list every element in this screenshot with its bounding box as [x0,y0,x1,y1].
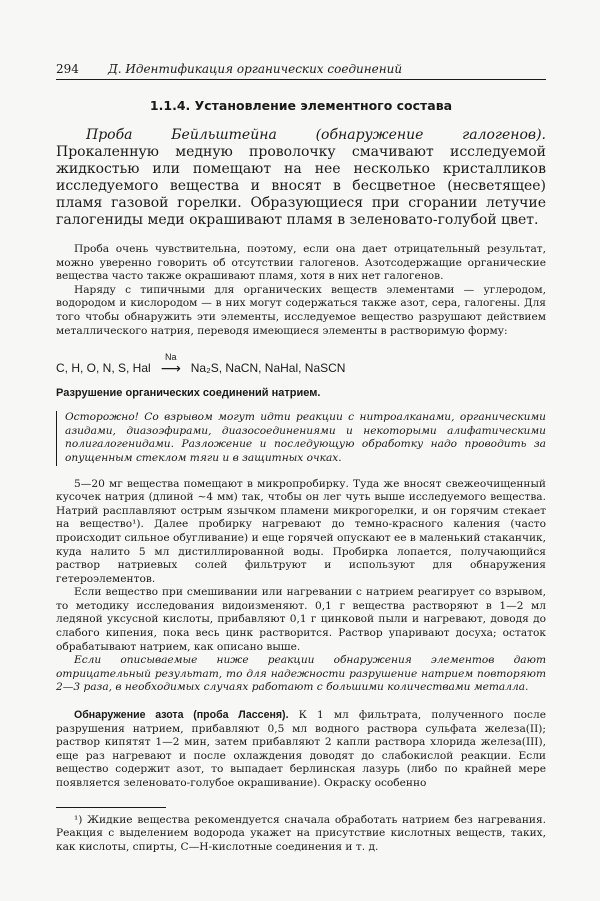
running-head [56,62,546,80]
formula-products: Na₂S, NaCN, NaHal, NaSCN [190,361,346,376]
lead-paragraph [56,127,546,229]
reaction-arrow [161,352,181,375]
footnote-rule [56,807,166,808]
paragraph-repeat: Если описываемые ниже реакции обнаружения элементов дают отрицательный результат, то для надежности разрушение натрием повторяют 2—3 раза, в необходимых случаях работают с большими количествами металла. [56,654,546,694]
subhead-sodium-decomposition: Разрушение органических соединений натрием. [56,387,321,400]
arrow-reagent: Na [164,352,177,363]
nitrogen-text: К 1 мл фильтрата, полученного после разрушения натрием, прибавляют 0,5 мл водного раствора сульфата железа(II); раствор кипятят 1—2 мин, затем прибавляют 2 капли раствора хлорида железа(III), еще раз нагревают и после охлаждения доводят до слабокислой реакции. Если вещество содержит азот, то выпадает берлинская лазурь (либо по крайней мере появляется зеленовато-голубое окрашивание). Окраску особенно [56,709,546,789]
reaction-formula [56,352,546,375]
paragraph-elements: Наряду с типичными для органических веществ элементами — углеродом, водородом и кислородом — в них могут содержаться также азот, сера, галогены. Для того чтобы обнаружить эти элементы, исследуемое вещество разрушают действием металлического натрия, переводя имеющиеся элементы в растворимую форму: [56,283,546,337]
running-title: Д. Идентификация органических соединений [108,62,403,76]
nitrogen-heading: Обнаружение азота (проба Лассеня). [74,709,289,722]
paragraph-sensitivity: Проба очень чувствительна, поэтому, если она дает отрицательный результат, можно уверенно говорить об отсутствии галогенов. Азотсодержащие органические вещества часто также окрашивают пламя, хотя в них нет галогенов. [56,243,546,283]
beilstein-test-title: Проба Бейльштейна (обнаружение галогенов). [86,127,546,143]
safety-warning: Осторожно! Со взрывом могут идти реакции с нитроалканами, органическими азидами, диазоэфирами, диазосоединениями и некоторыми алифатическими полигалогенидами. Разложение и последующую обработку надо проводить за опущенным стеклом тяги и в защитных очках. [56,411,546,465]
footnote: ¹) Жидкие вещества рекомендуется сначала обработать натрием без нагревания. Реакция с выделением водорода укажет на присутствие кислотных веществ, таких, как кислоты, спирты, С—Н-кислотные соединения и т. д. [56,813,546,853]
paragraph-explosive: Если вещество при смешивании или нагревании с натрием реагирует со взрывом, то методику исследования видоизменяют. 0,1 г вещества растворяют в 1—2 мл ледяной уксусной кислоты, прибавляют 0,1 г цинковой пыли и нагревают, доводя до слабого кипения, пока весь цинк растворится. Раствор упаривают досуха; остаток обрабатывают натрием, как описано выше. [56,586,546,653]
lead-text: Прокаленную медную проволочку смачивают исследуемой жидкостью или помещают на нее несколько кристалликов исследуемого вещества и вносят в бесцветное (несветящее) пламя газовой горелки. Образующиеся при сгорании летучие галогениды меди окрашивают пламя в зеленовато-голубой цвет. [56,144,546,228]
page-number: 294 [56,62,79,76]
formula-reactants: C, H, O, N, S, Hal [56,361,151,376]
arrow-icon: ⟶ [160,360,181,377]
section-title: 1.1.4. Установление элементного состава [149,98,453,113]
book-page [56,62,546,854]
paragraph-procedure: 5—20 мг вещества помещают в микропробирку. Туда же вносят свежеочищенный кусочек натрия (длиной ∼4 мм) так, чтобы он лег чуть выше исследуемого вещества. Натрий расплавляют острым язычком пламени микрогорелки, и он горячим стекает на вещество¹). Далее пробирку нагревают до темно-красного каления (часто происходит сильное обугливание) и еще горячей опускают ее в маленький стаканчик, куда налито 5 мл дистиллированной воды. Пробирка лопается, получающийся раствор натриевых солей фильтруют и используют для обнаружения гетероэлементов. [56,477,546,585]
paragraph-nitrogen [56,709,546,791]
